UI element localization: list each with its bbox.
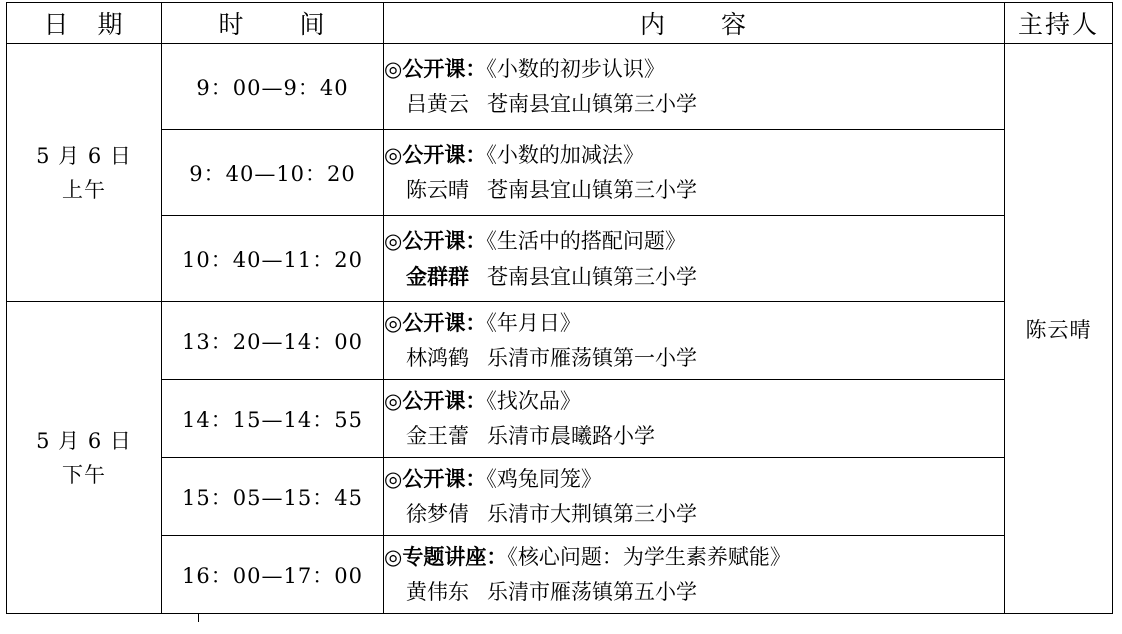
content-label: ◎公开课： bbox=[384, 142, 487, 167]
date-cell-morning bbox=[7, 44, 162, 302]
content-title: 《找次品》 bbox=[486, 389, 581, 413]
content-title: 《小数的加减法》 bbox=[486, 143, 644, 167]
date-line-2: 下午 bbox=[62, 462, 106, 487]
teacher-name: 黄伟东 bbox=[406, 580, 469, 604]
time-cell: 10：40—11：20 bbox=[162, 216, 384, 302]
content-title: 《鸡兔同笼》 bbox=[486, 467, 602, 491]
time-cell: 14：15—14：55 bbox=[162, 380, 384, 458]
content-cell bbox=[384, 130, 1005, 216]
teacher-name: 陈云晴 bbox=[406, 178, 469, 202]
content-label: ◎公开课： bbox=[384, 466, 487, 491]
column-header-content: 内 容 bbox=[384, 3, 1005, 44]
time-cell: 9：40—10：20 bbox=[162, 130, 384, 216]
content-line-title bbox=[384, 383, 1004, 419]
time-cell: 15：05—15：45 bbox=[162, 458, 384, 536]
content-line-title bbox=[384, 223, 1004, 259]
host-cell: 陈云晴 bbox=[1005, 44, 1113, 614]
content-line-title bbox=[384, 461, 1004, 497]
school-name: 乐清市雁荡镇第五小学 bbox=[487, 580, 697, 604]
content-cell bbox=[384, 216, 1005, 302]
content-line-presenter bbox=[384, 419, 1004, 454]
content-line-title bbox=[384, 305, 1004, 341]
date-line-2: 上午 bbox=[62, 177, 106, 202]
content-cell bbox=[384, 302, 1005, 380]
teacher-name: 吕黄云 bbox=[406, 92, 469, 116]
teacher-name: 金群群 bbox=[406, 263, 469, 289]
table-row bbox=[7, 44, 1113, 130]
school-name: 乐清市大荆镇第三小学 bbox=[487, 502, 697, 526]
table-row bbox=[7, 536, 1113, 614]
content-cell bbox=[384, 536, 1005, 614]
date-line-1: 5 月 6 日 bbox=[36, 143, 132, 168]
schedule-table bbox=[6, 2, 1113, 614]
table-row bbox=[7, 130, 1113, 216]
tick-mark bbox=[198, 614, 199, 622]
table-row bbox=[7, 216, 1113, 302]
content-cell bbox=[384, 458, 1005, 536]
school-name: 苍南县宜山镇第三小学 bbox=[487, 92, 697, 116]
content-title: 《年月日》 bbox=[486, 311, 581, 335]
content-label: ◎公开课： bbox=[384, 227, 487, 253]
content-line-presenter bbox=[384, 497, 1004, 532]
teacher-name: 徐梦倩 bbox=[406, 502, 469, 526]
content-line-presenter bbox=[384, 575, 1004, 610]
column-header-time: 时 间 bbox=[162, 3, 384, 44]
content-title: 《小数的初步认识》 bbox=[486, 57, 665, 81]
table-row bbox=[7, 302, 1113, 380]
time-cell: 13：20—14：00 bbox=[162, 302, 384, 380]
teacher-name: 金王蕾 bbox=[406, 424, 469, 448]
content-title: 《生活中的搭配问题》 bbox=[486, 228, 686, 253]
content-line-title bbox=[384, 137, 1004, 173]
content-cell bbox=[384, 380, 1005, 458]
content-line-presenter bbox=[384, 173, 1004, 208]
time-cell: 9：00—9：40 bbox=[162, 44, 384, 130]
school-name: 苍南县宜山镇第三小学 bbox=[487, 264, 697, 289]
time-cell: 16：00—17：00 bbox=[162, 536, 384, 614]
content-line-presenter bbox=[384, 341, 1004, 376]
schedule-sheet bbox=[6, 0, 1116, 624]
content-cell bbox=[384, 44, 1005, 130]
content-label: ◎公开课： bbox=[384, 56, 487, 81]
content-title: 《核心问题：为学生素养赋能》 bbox=[507, 545, 791, 569]
table-header-row bbox=[7, 3, 1113, 44]
column-header-date: 日 期 bbox=[7, 3, 162, 44]
date-line-1: 5 月 6 日 bbox=[36, 428, 132, 453]
content-label: ◎公开课： bbox=[384, 310, 487, 335]
content-line-title bbox=[384, 51, 1004, 87]
content-line-presenter bbox=[384, 87, 1004, 122]
page-bottom-mark bbox=[8, 614, 1114, 624]
school-name: 乐清市晨曦路小学 bbox=[487, 424, 655, 448]
school-name: 乐清市雁荡镇第一小学 bbox=[487, 346, 697, 370]
column-header-host: 主持人 bbox=[1005, 3, 1113, 44]
teacher-name: 林鸿鹤 bbox=[406, 346, 469, 370]
content-line-title bbox=[384, 539, 1004, 575]
content-label: ◎专题讲座： bbox=[384, 544, 508, 569]
school-name: 苍南县宜山镇第三小学 bbox=[487, 178, 697, 202]
date-cell-afternoon bbox=[7, 302, 162, 614]
content-line-presenter bbox=[384, 259, 1004, 295]
table-row bbox=[7, 380, 1113, 458]
table-row bbox=[7, 458, 1113, 536]
content-label: ◎公开课： bbox=[384, 388, 487, 413]
